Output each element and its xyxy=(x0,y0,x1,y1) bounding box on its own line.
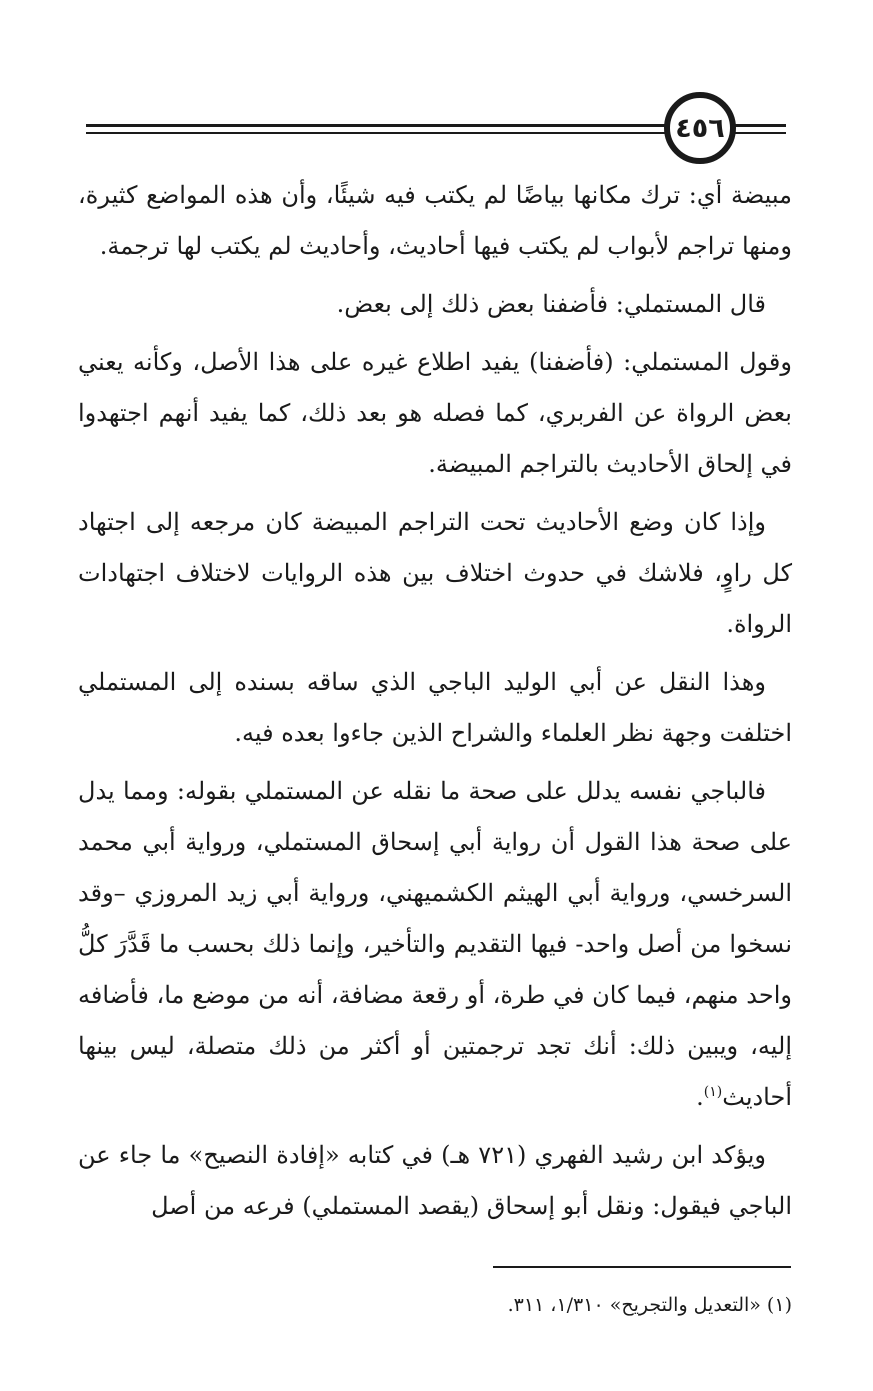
paragraph: وإذا كان وضع الأحاديث تحت التراجم المبيضة كان مرجعه إلى اجتهاد كل راوٍ، فلاشك في حدوث اختلاف بين هذه الروايات لاختلاف اجتهادات الرواة. xyxy=(78,508,792,638)
paragraph: مبيضة أي: ترك مكانها بياضًا لم يكتب فيه شيئًا، وأن هذه المواضع كثيرة، ومنها تراجم لأبواب لم يكتب فيها أحاديث، وأحاديث لم يكتب لها ترجمة. xyxy=(78,181,792,260)
paragraph: ويؤكد ابن رشيد الفهري (٧٢١ هـ) في كتابه «إفادة النصيح» ما جاء عن الباجي فيقول: ونقل أبو إسحاق (يقصد المستملي) فرعه من أصل xyxy=(78,1141,792,1220)
paragraph-with-footnote xyxy=(78,766,792,1123)
page-number-badge xyxy=(664,92,736,164)
footnote-reference: (١) xyxy=(703,1084,723,1100)
footnote: (١) «التعديل والتجريح» ١/٣١٠، ٣١١. xyxy=(507,1294,792,1316)
paragraph-end: . xyxy=(696,1083,704,1111)
paragraph-text: فالباجي نفسه يدلل على صحة ما نقله عن المستملي بقوله: ومما يدل على صحة هذا القول أن رواية أبي إسحاق المستملي، ورواية أبي محمد السرخسي، ورواية أبي الهيثم الكشميهني، ورواية أبي زيد المروزي –وقد نسخوا من أصل واحد- فيها التقديم والتأخير، وإنما ذلك بحسب ما قَدَّرَ كلُّ واحد منهم، فيما كان في طرة، أو رقعة مضافة، أنه من موضع ما، فأضافه إليه، ويبين ذلك: أنك تجد ترجمتين أو أكثر من ذلك متصلة، ليس بينها أحاديث xyxy=(78,777,793,1111)
paragraph: قال المستملي: فأضفنا بعض ذلك إلى بعض. xyxy=(336,290,766,318)
paragraph: وقول المستملي: (فأضفنا) يفيد اطلاع غيره على هذا الأصل، وكأنه يعني بعض الرواة عن الفربري، كما فصله هو بعد ذلك، كما يفيد أنهم اجتهدوا في إلحاق الأحاديث بالتراجم المبيضة. xyxy=(78,348,792,478)
footnote-separator xyxy=(493,1266,791,1268)
body-text xyxy=(78,170,792,1239)
paragraph: وهذا النقل عن أبي الوليد الباجي الذي ساقه بسنده إلى المستملي اختلفت وجهة نظر العلماء والشراح الذين جاءوا بعده فيه. xyxy=(78,668,792,747)
page-number: ٤٥٦ xyxy=(675,112,725,144)
